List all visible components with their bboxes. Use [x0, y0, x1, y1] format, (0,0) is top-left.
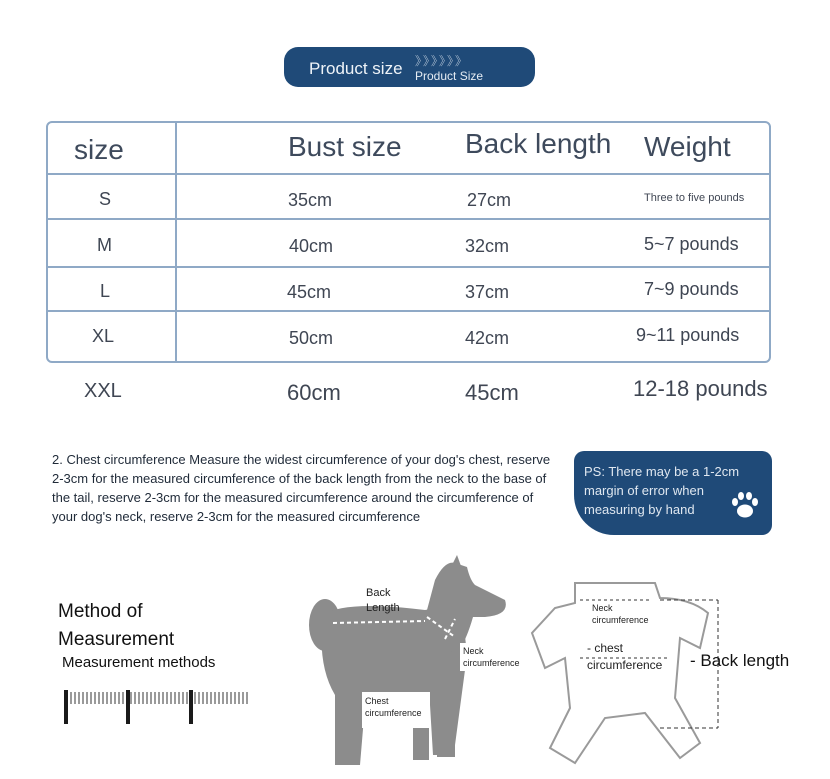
column-header-size: size — [74, 134, 124, 165]
table-cell: XL — [92, 326, 115, 346]
table-cell: 45cm — [465, 380, 519, 405]
table-divider — [175, 121, 177, 363]
measurement-note: 2. Chest circumference Measure the widest circumference of your dog's chest, reserve 2-3cm for the measured circumference of the back length from the neck to the base of the tail, reserve 2-3cm for the measured circumference around the circumference of your dog's neck, reserve 2-3cm for the measured circumference — [52, 452, 551, 524]
table-cell: 7~9 pounds — [644, 279, 739, 299]
table-cell: S — [99, 189, 112, 209]
table-cell: 42cm — [465, 328, 510, 348]
table-divider — [46, 266, 771, 268]
table-divider — [46, 218, 771, 220]
dog-chest-label: Chest circumference — [362, 692, 430, 728]
table-cell: XXL — [84, 380, 122, 402]
table-cell: 9~11 pounds — [636, 325, 740, 345]
table-cell: 45cm — [287, 282, 332, 302]
table-cell: 12-18 pounds — [633, 376, 768, 401]
table-cell: 37cm — [465, 282, 510, 302]
table-cell: 5~7 pounds — [644, 234, 739, 254]
table-cell: Three to five pounds — [644, 192, 745, 204]
table-cell: 27cm — [467, 190, 512, 210]
table-cell: L — [100, 281, 111, 301]
shirt-chest-label: - chest circumference — [587, 641, 663, 672]
column-header-back-length: Back length — [465, 128, 612, 159]
badge-title: Product size — [309, 59, 403, 78]
paw-icon — [729, 489, 761, 521]
table-divider — [46, 310, 771, 312]
table-cell: 40cm — [289, 236, 334, 256]
table-divider — [46, 173, 771, 175]
dog-neck-label: Neck circumference — [460, 643, 528, 671]
ruler-icon — [62, 686, 252, 726]
ps-callout — [574, 451, 772, 535]
table-cell: 35cm — [288, 190, 333, 210]
table-cell: 32cm — [465, 236, 510, 256]
badge-subtitle: Product Size — [415, 69, 484, 83]
table-cell: 60cm — [287, 380, 341, 405]
table-cell: 50cm — [289, 328, 334, 348]
table-cell: M — [97, 235, 112, 255]
chevron-right-icon: 》》》》》》 — [415, 54, 470, 68]
column-header-bust: Bust size — [288, 131, 402, 162]
ps-text: PS: There may be a 1-2cm margin of error when measuring by hand — [584, 464, 740, 517]
column-header-weight: Weight — [644, 131, 731, 162]
method-title: Method of Measurement — [58, 601, 175, 650]
shirt-neck-label: Neck circumference — [592, 603, 649, 625]
product-size-badge — [284, 47, 535, 87]
shirt-back-length-label: - Back length — [690, 651, 790, 670]
method-subtitle: Measurement methods — [62, 654, 216, 671]
dog-back-length-label: Back Length — [366, 587, 400, 614]
